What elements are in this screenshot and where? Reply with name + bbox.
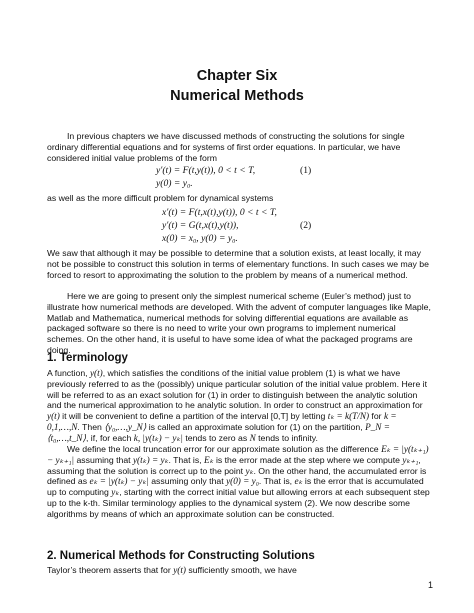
- math-error-abs: k, |y(tₖ) − yₖ|: [133, 432, 183, 443]
- math-accumulated-error: eₖ = |y(tₖ) − yₖ|: [89, 476, 149, 487]
- text-run: sufficiently smooth, we have: [185, 565, 297, 575]
- math-partition-point: tₖ = k(T/N): [327, 411, 370, 422]
- text-run: A function,: [47, 368, 90, 378]
- section-1-paragraph-2: [47, 444, 431, 520]
- equation-1-line-2: y(0) = y₀.: [156, 178, 193, 189]
- text-run: Taylor’s theorem asserts that for: [47, 565, 174, 575]
- math-y-of-t: y(t): [47, 411, 60, 422]
- section-2-paragraph-1: [47, 565, 431, 576]
- math-index-range: k = 0,1,…,N: [47, 411, 397, 432]
- equation-1-number: (1): [300, 165, 312, 176]
- text-run: it will be convenient to define a partition of the interval [0,T] by letting: [59, 411, 328, 422]
- text-run: , starting with the correct initial value but allowing errors at each subsequent step up to the k-th. Similar terminology applies to the dynamical system (2). We now describe some algorithms by means of which an approximate solution can be constructed.: [47, 487, 430, 519]
- text-run: , assuming that the solution is correct up to the point: [47, 454, 421, 476]
- math-assumption: y(tₖ) = yₖ: [132, 454, 169, 465]
- math-small-ek: eₖ: [294, 476, 303, 487]
- math-yk: yₖ: [245, 465, 254, 476]
- intro-paragraph-2: as well as the more difficult problem for dynamical systems: [47, 193, 274, 203]
- text-run: is called an approximate solution for (1) on the partition,: [146, 421, 366, 432]
- chapter-title: Numerical Methods: [170, 88, 304, 104]
- chapter-number: Chapter Six: [196, 68, 278, 84]
- intro-paragraph-4: Here we are going to present only the simplest numerical scheme (Euler’s method) just to illustrate how numerical methods are developed. With the advent of computer languages like Maple, Matlab and Mathematica, numerical methods for solving differential equations are available as packaged software so there is no need to write your own programs to implement numerical schemes. On the other hand, it is useful to have some idea of what the packaged programs are doing.: [47, 291, 431, 355]
- section-1-paragraph-1: [47, 368, 431, 444]
- text-run: . That is,: [168, 454, 205, 465]
- text-run: for: [369, 411, 384, 422]
- text-run: is the error that is accumulated up to computing: [47, 476, 424, 498]
- equation-2-number: (2): [300, 220, 312, 231]
- math-y-of-t: y(t): [173, 565, 186, 575]
- text-run: is the error made at the step where we compute: [213, 454, 403, 465]
- text-run: , if, for each: [85, 432, 134, 443]
- text-run: assuming only that: [148, 476, 227, 487]
- intro-paragraph-3: We saw that although it may be possible to determine that a solution exists, at least locally, it may not be possible to construct this solution in terms of elementary functions. In such cases we may be forced to resort to approximating the solution to the problem by means of a numerical method.: [47, 248, 429, 280]
- text-run: . That is,: [258, 476, 295, 487]
- text-run: . Then: [77, 421, 105, 432]
- text-run: tends to infinity.: [255, 432, 318, 443]
- text-run: , which satisfies the conditions of the initial value problem (1) is what we have previously referred to as the (possibly) unique particular solution of the initial value problem. Here it will be referred to as an exact solution for (1) in order to distinguish between the analytic solution and the numerical approximation to he analytic solution. In order to construct an approximation for: [47, 368, 428, 411]
- text-run: . On the other hand, the accumulated error is defined as: [47, 465, 427, 487]
- equation-2-line-3: x(0) = x₀, y(0) = y₀.: [162, 233, 238, 244]
- math-n: N: [249, 432, 256, 443]
- page-number: 1: [428, 580, 434, 590]
- text-run: assuming that: [74, 454, 133, 465]
- math-local-error: Eₖ = |y(tₖ₊₁) − yₖ₊₁|: [47, 444, 429, 465]
- math-y-of-t: y(t): [89, 368, 103, 378]
- math-initial: y(0) = y₀: [226, 476, 259, 487]
- text-run: tends to zero as: [182, 432, 250, 443]
- text-run: We define the local truncation error for our approximate solution as the difference: [67, 444, 382, 454]
- equation-2-line-2: y′(t) = G(t,x(t),y(t)),: [162, 220, 239, 231]
- math-yk1: yₖ₊₁: [402, 454, 419, 465]
- math-yk: yₖ: [111, 487, 120, 498]
- math-partition: P_N = ⟨t₀,…,t_N⟩: [47, 421, 390, 443]
- section-2-heading: 2. Numerical Methods for Constructing Solutions: [47, 550, 315, 562]
- math-ek: Eₖ: [204, 454, 214, 465]
- equation-2-line-1: x′(t) = F(t,x(t),y(t)), 0 < t < T,: [162, 207, 277, 218]
- math-approx-sequence: ⟨y₀,…,y_N⟩: [104, 421, 147, 432]
- section-1-heading: 1. Terminology: [47, 352, 128, 364]
- intro-paragraph-1: In previous chapters we have discussed methods of constructing the solutions for single ordinary differential equations and for systems of first order equations. In particular, we have considered initial value problems of the form: [47, 131, 405, 163]
- equation-1-line-1: y′(t) = F(t,y(t)), 0 < t < T,: [156, 165, 256, 176]
